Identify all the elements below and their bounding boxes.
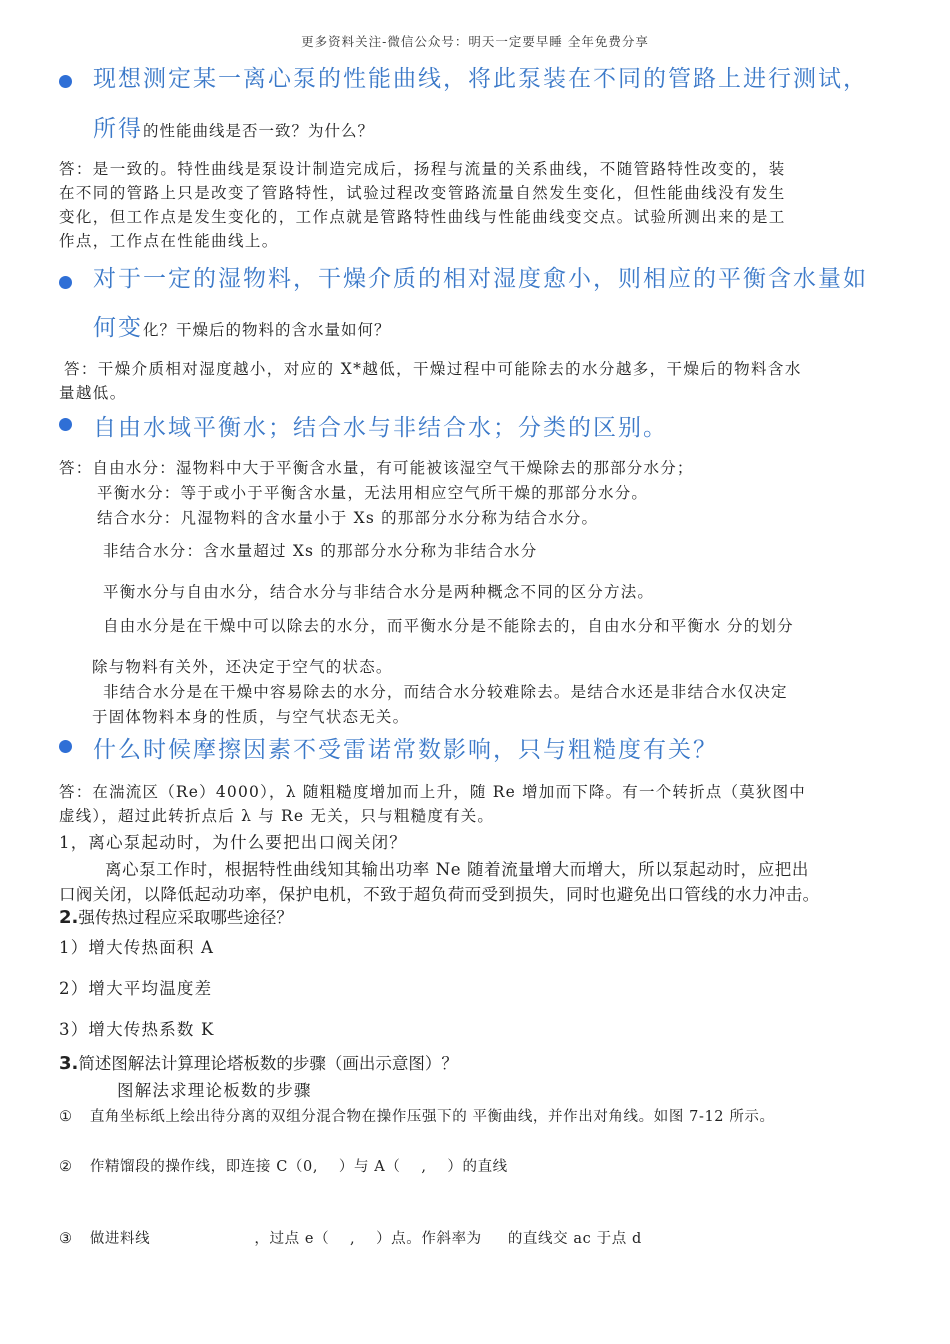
answer-4-line2: 虚线），超过此转折点后 λ 与 Re 无关，只与粗糙度有关。 <box>59 807 495 825</box>
step-2-text: 作精馏段的操作线，即连接 C（0, ）与 A（ , ）的直线 <box>89 1159 508 1175</box>
numbered-answer-1-line1: 离心泵工作时，根据特性曲线知其输出功率 Ne 随着流量增大而增大，所以泵起动时，应把出 <box>105 860 809 879</box>
answer-3-line9: 于固体物料本身的性质，与空气状态无关。 <box>92 708 410 726</box>
question-1-line2 <box>93 110 374 143</box>
answer-1-line1: 答：是一致的。特性曲线是泵设计制造完成后，扬程与流量的关系曲线，不随管路特性改变的，装 <box>59 160 786 178</box>
numbered-question-3-num: 3. <box>59 1053 79 1074</box>
answer-4-line1: 答：在湍流区（Re）4000），λ 随粗糙度增加而上升，随 Re 增加而下降。有一个转折点（莫狄图中 <box>59 783 806 801</box>
numbered-list-item-2: 2）增大平均温度差 <box>59 979 213 998</box>
bullet-icon <box>59 740 72 753</box>
answer-3-line6: 自由水分是在干燥中可以除去的水分，而平衡水分是不能除去的，自由水分和平衡水 分的划分 <box>103 617 794 635</box>
numbered-question-2-title <box>59 904 293 928</box>
answer-1-line2: 在不同的管路上只是改变了管路特性，试验过程改变管路流量自然发生变化，但性能曲线没有发生 <box>59 184 786 202</box>
answer-1-line3: 变化，但工作点是发生变化的，工作点就是管路特性曲线与性能曲线变交点。试验所测出来的是工 <box>59 208 786 226</box>
step-3-text: 做进料线 ，过点 e（ , ）点。作斜率为 的直线交 ac 于点 d <box>89 1231 642 1247</box>
page-header: 更多资料关注-微信公众号：明天一定要早睡 全年免费分享 <box>301 34 649 49</box>
question-1-line2-small: 的性能曲线是否一致？为什么？ <box>143 122 375 140</box>
numbered-question-3-title <box>59 1050 458 1074</box>
numbered-answer-1-line2: 口阀关闭，以降低起动功率，保护电机，不致于超负荷而受到损失，同时也避免出口管线的水力冲击。 <box>59 885 820 904</box>
answer-3-line5: 平衡水分与自由水分，结合水分与非结合水分是两种概念不同的区分方法。 <box>103 583 655 601</box>
numbered-list-item-1: 1）增大传热面积 A <box>59 938 215 957</box>
question-2-line2-large: 何变 <box>93 315 143 341</box>
question-2-line2-small: 化？干燥后的物料的含水量如何？ <box>143 321 391 339</box>
answer-2-line2: 量越低。 <box>59 384 127 402</box>
numbered-question-3-subtitle: 图解法求理论板数的步骤 <box>117 1081 312 1100</box>
numbered-question-1-title: 1，离心泵起动时，为什么要把出口阀关闭？ <box>59 833 407 852</box>
numbered-question-2-text: 强传热过程应采取哪些途径？ <box>78 908 293 927</box>
question-3-title: 自由水域平衡水；结合水与非结合水；分类的区别。 <box>93 415 668 441</box>
answer-3-line7: 除与物料有关外，还决定于空气的状态。 <box>92 658 393 676</box>
question-2-line2 <box>93 309 391 342</box>
step-2-mark: ② <box>59 1159 73 1175</box>
numbered-list-item-3: 3）增大传热系数 K <box>59 1020 215 1039</box>
bullet-icon <box>59 276 72 289</box>
step-3 <box>59 1227 642 1248</box>
answer-3-line8: 非结合水分是在干燥中容易除去的水分，而结合水分较难除去。是结合水还是非结合水仅决定 <box>103 683 788 701</box>
step-2 <box>59 1155 508 1176</box>
bullet-icon <box>59 418 72 431</box>
question-1-line2-large: 所得 <box>93 116 143 142</box>
answer-3-line4: 非结合水分：含水量超过 Xs 的那部分水分称为非结合水分 <box>103 542 538 560</box>
step-1-text: 直角坐标纸上绘出待分离的双组分混合物在操作压强下的 平衡曲线，并作出对角线。如图 7-12 所示。 <box>89 1109 775 1125</box>
step-1 <box>59 1105 775 1126</box>
numbered-question-3-text: 简述图解法计算理论塔板数的步骤（画出示意图）？ <box>78 1054 458 1073</box>
answer-3-line1: 答：自由水分：湿物料中大于平衡含水量，有可能被该湿空气干燥除去的那部分水分； <box>59 459 694 477</box>
question-1-line1: 现想测定某一离心泵的性能曲线，将此泵装在不同的管路上进行测试， <box>93 66 868 92</box>
answer-3-line3: 结合水分：凡湿物料的含水量小于 Xs 的那部分水分称为结合水分。 <box>97 509 599 527</box>
bullet-icon <box>59 75 72 88</box>
step-3-mark: ③ <box>59 1231 73 1247</box>
question-4-title: 什么时候摩擦因素不受雷诺常数影响，只与粗糙度有关？ <box>93 737 718 763</box>
question-2-line1: 对于一定的湿物料，干燥介质的相对湿度愈小，则相应的平衡含水量如 <box>93 266 868 292</box>
answer-2-line1: 答：干燥介质相对湿度越小，对应的 X*越低，干燥过程中可能除去的水分越多，干燥后的物料含水 <box>64 360 802 378</box>
step-1-mark: ① <box>59 1109 73 1125</box>
answer-1-line4: 作点，工作点在性能曲线上。 <box>59 232 279 250</box>
numbered-question-2-num: 2. <box>59 907 79 928</box>
answer-3-line2: 平衡水分：等于或小于平衡含水量，无法用相应空气所干燥的那部分水分。 <box>97 484 649 502</box>
